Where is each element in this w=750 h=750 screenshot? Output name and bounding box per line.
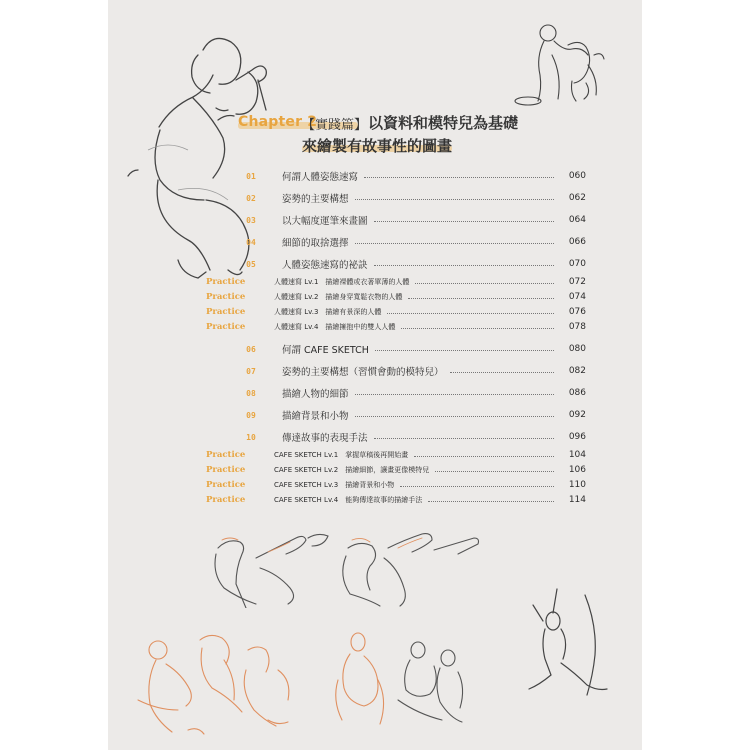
toc-page-number: 092 <box>568 410 586 420</box>
toc-page-number: 074 <box>568 292 586 302</box>
toc-practice-row <box>206 304 586 320</box>
dot-leader <box>401 328 554 329</box>
toc-page-number: 064 <box>568 215 586 225</box>
dot-leader <box>364 177 554 178</box>
toc-title: 人體速寫 Lv.1 描繪裸體或衣著單薄的人體 <box>274 278 410 286</box>
dot-leader <box>450 372 554 373</box>
section-number: 01 <box>246 171 256 181</box>
toc-title: CAFE SKETCH Lv.1 掌握草稿後再開始畫 <box>274 451 409 459</box>
toc-page-number: 096 <box>568 432 586 442</box>
person-with-dog-sketch <box>508 15 618 115</box>
toc-page-number: 060 <box>568 171 586 181</box>
toc-page-number: 114 <box>568 495 586 505</box>
toc-row <box>236 212 586 228</box>
practice-marker: Practice <box>206 480 246 490</box>
toc-page-number: 086 <box>568 388 586 398</box>
dot-leader <box>435 471 554 472</box>
toc-title: 描繪背景和小物 <box>282 411 349 422</box>
toc-title: CAFE SKETCH Lv.2 描繪細節，讓畫更像模特兒 <box>274 466 430 474</box>
toc-title: 何謂 CAFE SKETCH <box>282 345 369 356</box>
chapter-title-line1: 以資料和模特兒為基礎 <box>368 114 519 132</box>
toc-page-number: 082 <box>568 366 586 376</box>
toc-page-number: 066 <box>568 237 586 247</box>
dot-leader <box>355 243 554 244</box>
toc-practice-row <box>206 319 586 335</box>
toc-row <box>236 385 586 401</box>
section-number: 05 <box>246 259 256 269</box>
toc-practice-row <box>206 289 586 305</box>
toc-row <box>236 168 586 184</box>
dot-leader <box>400 486 554 487</box>
practice-marker: Practice <box>206 277 246 287</box>
dot-leader <box>375 350 554 351</box>
toc-title: 人體速寫 Lv.4 描繪擁抱中的雙人人體 <box>274 323 396 331</box>
practice-marker: Practice <box>206 495 246 505</box>
section-number: 08 <box>246 388 256 398</box>
chapter-label: Chapter 2 <box>238 114 318 130</box>
practice-marker: Practice <box>206 450 246 460</box>
toc-page-number: 072 <box>568 277 586 287</box>
practice-marker: Practice <box>206 322 246 332</box>
toc-page-number: 080 <box>568 344 586 354</box>
dot-leader <box>374 438 554 439</box>
dot-leader <box>355 416 554 417</box>
toc-title: 細節的取捨選擇 <box>282 238 349 249</box>
practice-marker: Practice <box>206 292 246 302</box>
dot-leader <box>355 199 554 200</box>
toc-row <box>236 341 586 357</box>
toc-title: 人體速寫 Lv.3 描繪有景深的人體 <box>274 308 382 316</box>
toc-title: CAFE SKETCH Lv.4 能夠傳達故事的描繪手法 <box>274 496 423 504</box>
toc-practice-row <box>206 447 586 463</box>
toc-row <box>236 407 586 423</box>
toc-title: 姿勢的主要構想 <box>282 194 349 205</box>
toc-title: 描繪人物的細節 <box>282 389 349 400</box>
toc-practice-row <box>206 274 586 290</box>
dot-leader <box>414 456 554 457</box>
toc-page-number: 076 <box>568 307 586 317</box>
section-number: 03 <box>246 215 256 225</box>
toc-page-number: 110 <box>568 480 586 490</box>
section-number: 10 <box>246 432 256 442</box>
practice-marker: Practice <box>206 465 246 475</box>
section-number: 09 <box>246 410 256 420</box>
dot-leader <box>408 298 554 299</box>
chapter-tag: 【實踐篇】 <box>302 118 368 133</box>
toc-row <box>236 363 586 379</box>
toc-page-number: 104 <box>568 450 586 460</box>
dot-leader <box>415 283 554 284</box>
toc-title: 何謂人體姿態速寫 <box>282 172 359 183</box>
toc-page-number: 062 <box>568 193 586 203</box>
toc-practice-row <box>206 492 586 508</box>
dot-leader <box>374 265 554 266</box>
toc-practice-row <box>206 477 586 493</box>
toc-title: 以大幅度運筆來畫圖 <box>282 216 368 227</box>
jumping-figure-sketch <box>513 585 623 705</box>
toc-title: 人體姿態速寫的祕訣 <box>282 260 368 271</box>
dot-leader <box>387 313 554 314</box>
toc-row <box>236 190 586 206</box>
toc-title: 傳達故事的表現手法 <box>282 433 368 444</box>
section-number: 02 <box>246 193 256 203</box>
section-number: 06 <box>246 344 256 354</box>
toc-page-number: 078 <box>568 322 586 332</box>
dot-leader <box>355 394 554 395</box>
toc-page-number: 070 <box>568 259 586 269</box>
section-number: 07 <box>246 366 256 376</box>
toc-title: 人體速寫 Lv.2 描繪身穿寬鬆衣物的人體 <box>274 293 403 301</box>
chapter-title-line2: 來繪製有故事性的圖畫 <box>302 137 453 155</box>
dot-leader <box>374 221 554 222</box>
book-page <box>108 0 642 750</box>
toc-page-number: 106 <box>568 465 586 475</box>
toc-title: 姿勢的主要構想（習慣會動的模特兒） <box>282 367 444 378</box>
toc-row <box>236 429 586 445</box>
dot-leader <box>428 501 554 502</box>
toc-title: CAFE SKETCH Lv.3 描繪背景和小物 <box>274 481 395 489</box>
section-number: 04 <box>246 237 256 247</box>
toc-row <box>236 256 586 272</box>
toc-row <box>236 234 586 250</box>
toc-practice-row <box>206 462 586 478</box>
practice-marker: Practice <box>206 307 246 317</box>
seated-figures-sketch <box>128 620 488 750</box>
